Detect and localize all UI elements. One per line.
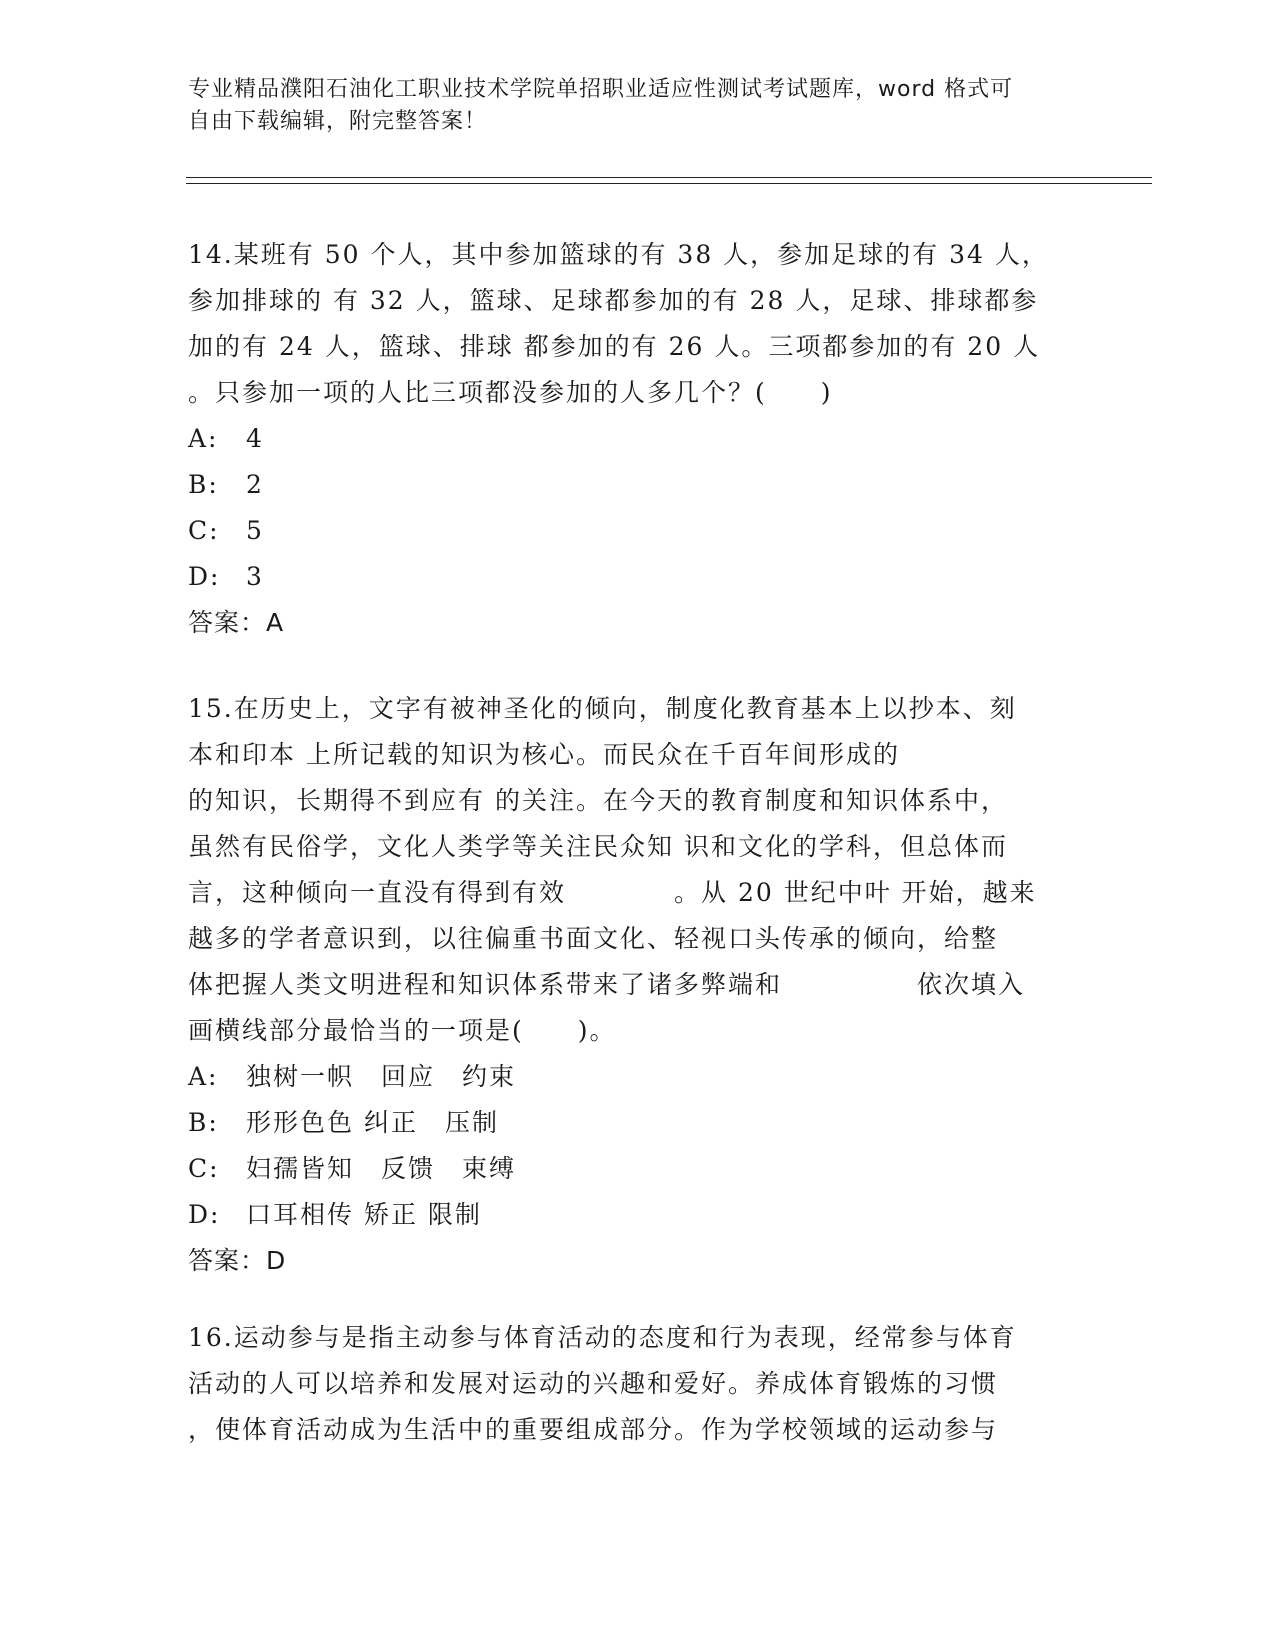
- document-header: [188, 74, 1078, 138]
- option-key: D:: [188, 562, 221, 591]
- question-14-option-b: [188, 462, 1078, 508]
- question-15-option-b: [188, 1100, 1078, 1146]
- question-15-line-5: 言，这种倾向一直没有得到有效 。从 20 世纪中叶 开始，越来: [188, 878, 1037, 907]
- question-14-line-1: 14.某班有 50 个人，其中参加篮球的有 38 人，参加足球的有 34 人，: [188, 240, 1049, 269]
- question-16: [188, 1315, 1078, 1453]
- option-key: B:: [188, 470, 219, 499]
- question-14: [188, 232, 1078, 646]
- option-text: 妇孺皆知 反馈 束缚: [246, 1154, 517, 1183]
- option-key: D:: [188, 1200, 221, 1229]
- question-14-option-a: [188, 416, 1078, 462]
- question-15-line-2: 本和印本 上所记载的知识为核心。而民众在千百年间形成的: [188, 740, 900, 769]
- question-15-line-4: 虽然有民俗学，文化人类学等关注民众知 识和文化的学科，但总体而: [188, 832, 1008, 861]
- question-16-line-3: ，使体育活动成为生活中的重要组成部分。作为学校领域的运动参与: [188, 1415, 999, 1444]
- option-text: 3: [246, 562, 264, 591]
- option-text: 形形色色 纠正 压制: [246, 1108, 499, 1137]
- question-14-line-4: 。只参加一项的人比三项都没参加的人多几个？( ): [188, 378, 833, 407]
- question-15-line-7: 体把握人类文明进程和知识体系带来了诸多弊端和 依次填入: [188, 970, 1026, 999]
- question-14-option-d: [188, 554, 1078, 600]
- option-key: B:: [188, 1108, 219, 1137]
- question-15: [188, 686, 1078, 1284]
- option-key: A:: [188, 424, 219, 453]
- question-14-line-2: 参加排球的 有 32 人，篮球、足球都参加的有 28 人，足球、排球都参: [188, 286, 1039, 315]
- question-14-answer: 答案：A: [188, 608, 285, 637]
- option-text: 4: [246, 424, 264, 453]
- header-divider-top: [186, 177, 1152, 178]
- question-15-line-8: 画横线部分最恰当的一项是( )。: [188, 1016, 617, 1045]
- option-key: A:: [188, 1062, 219, 1091]
- question-15-line-1: 15.在历史上，文字有被神圣化的倾向，制度化教育基本上以抄本、刻: [188, 694, 1017, 723]
- question-14-line-3: 加的有 24 人，篮球、排球 都参加的有 26 人。三项都参加的有 20 人: [188, 332, 1041, 361]
- option-key: C:: [188, 1154, 220, 1183]
- question-16-line-1: 16.运动参与是指主动参与体育活动的态度和行为表现，经常参与体育: [188, 1323, 1017, 1352]
- header-divider-bottom: [186, 183, 1152, 184]
- option-text: 2: [246, 470, 264, 499]
- option-text: 独树一帜 回应 约束: [246, 1062, 517, 1091]
- question-15-line-3: 的知识，长期得不到应有 的关注。在今天的教育制度和知识体系中，: [188, 786, 1008, 815]
- question-15-option-a: [188, 1054, 1078, 1100]
- header-line-1: 专业精品濮阳石油化工职业技术学院单招职业适应性测试考试题库，word 格式可: [188, 77, 1014, 102]
- question-15-line-6: 越多的学者意识到，以往偏重书面文化、轻视口头传承的倾向，给整: [188, 924, 999, 953]
- header-line-2: 自由下载编辑，附完整答案！: [188, 109, 488, 134]
- option-key: C:: [188, 516, 220, 545]
- option-text: 口耳相传 矫正 限制: [246, 1200, 482, 1229]
- option-text: 5: [246, 516, 264, 545]
- question-15-answer: 答案：D: [188, 1246, 287, 1275]
- question-15-option-d: [188, 1192, 1078, 1238]
- question-15-option-c: [188, 1146, 1078, 1192]
- question-16-line-2: 活动的人可以培养和发展对运动的兴趣和爱好。养成体育锻炼的习惯: [188, 1369, 999, 1398]
- question-14-option-c: [188, 508, 1078, 554]
